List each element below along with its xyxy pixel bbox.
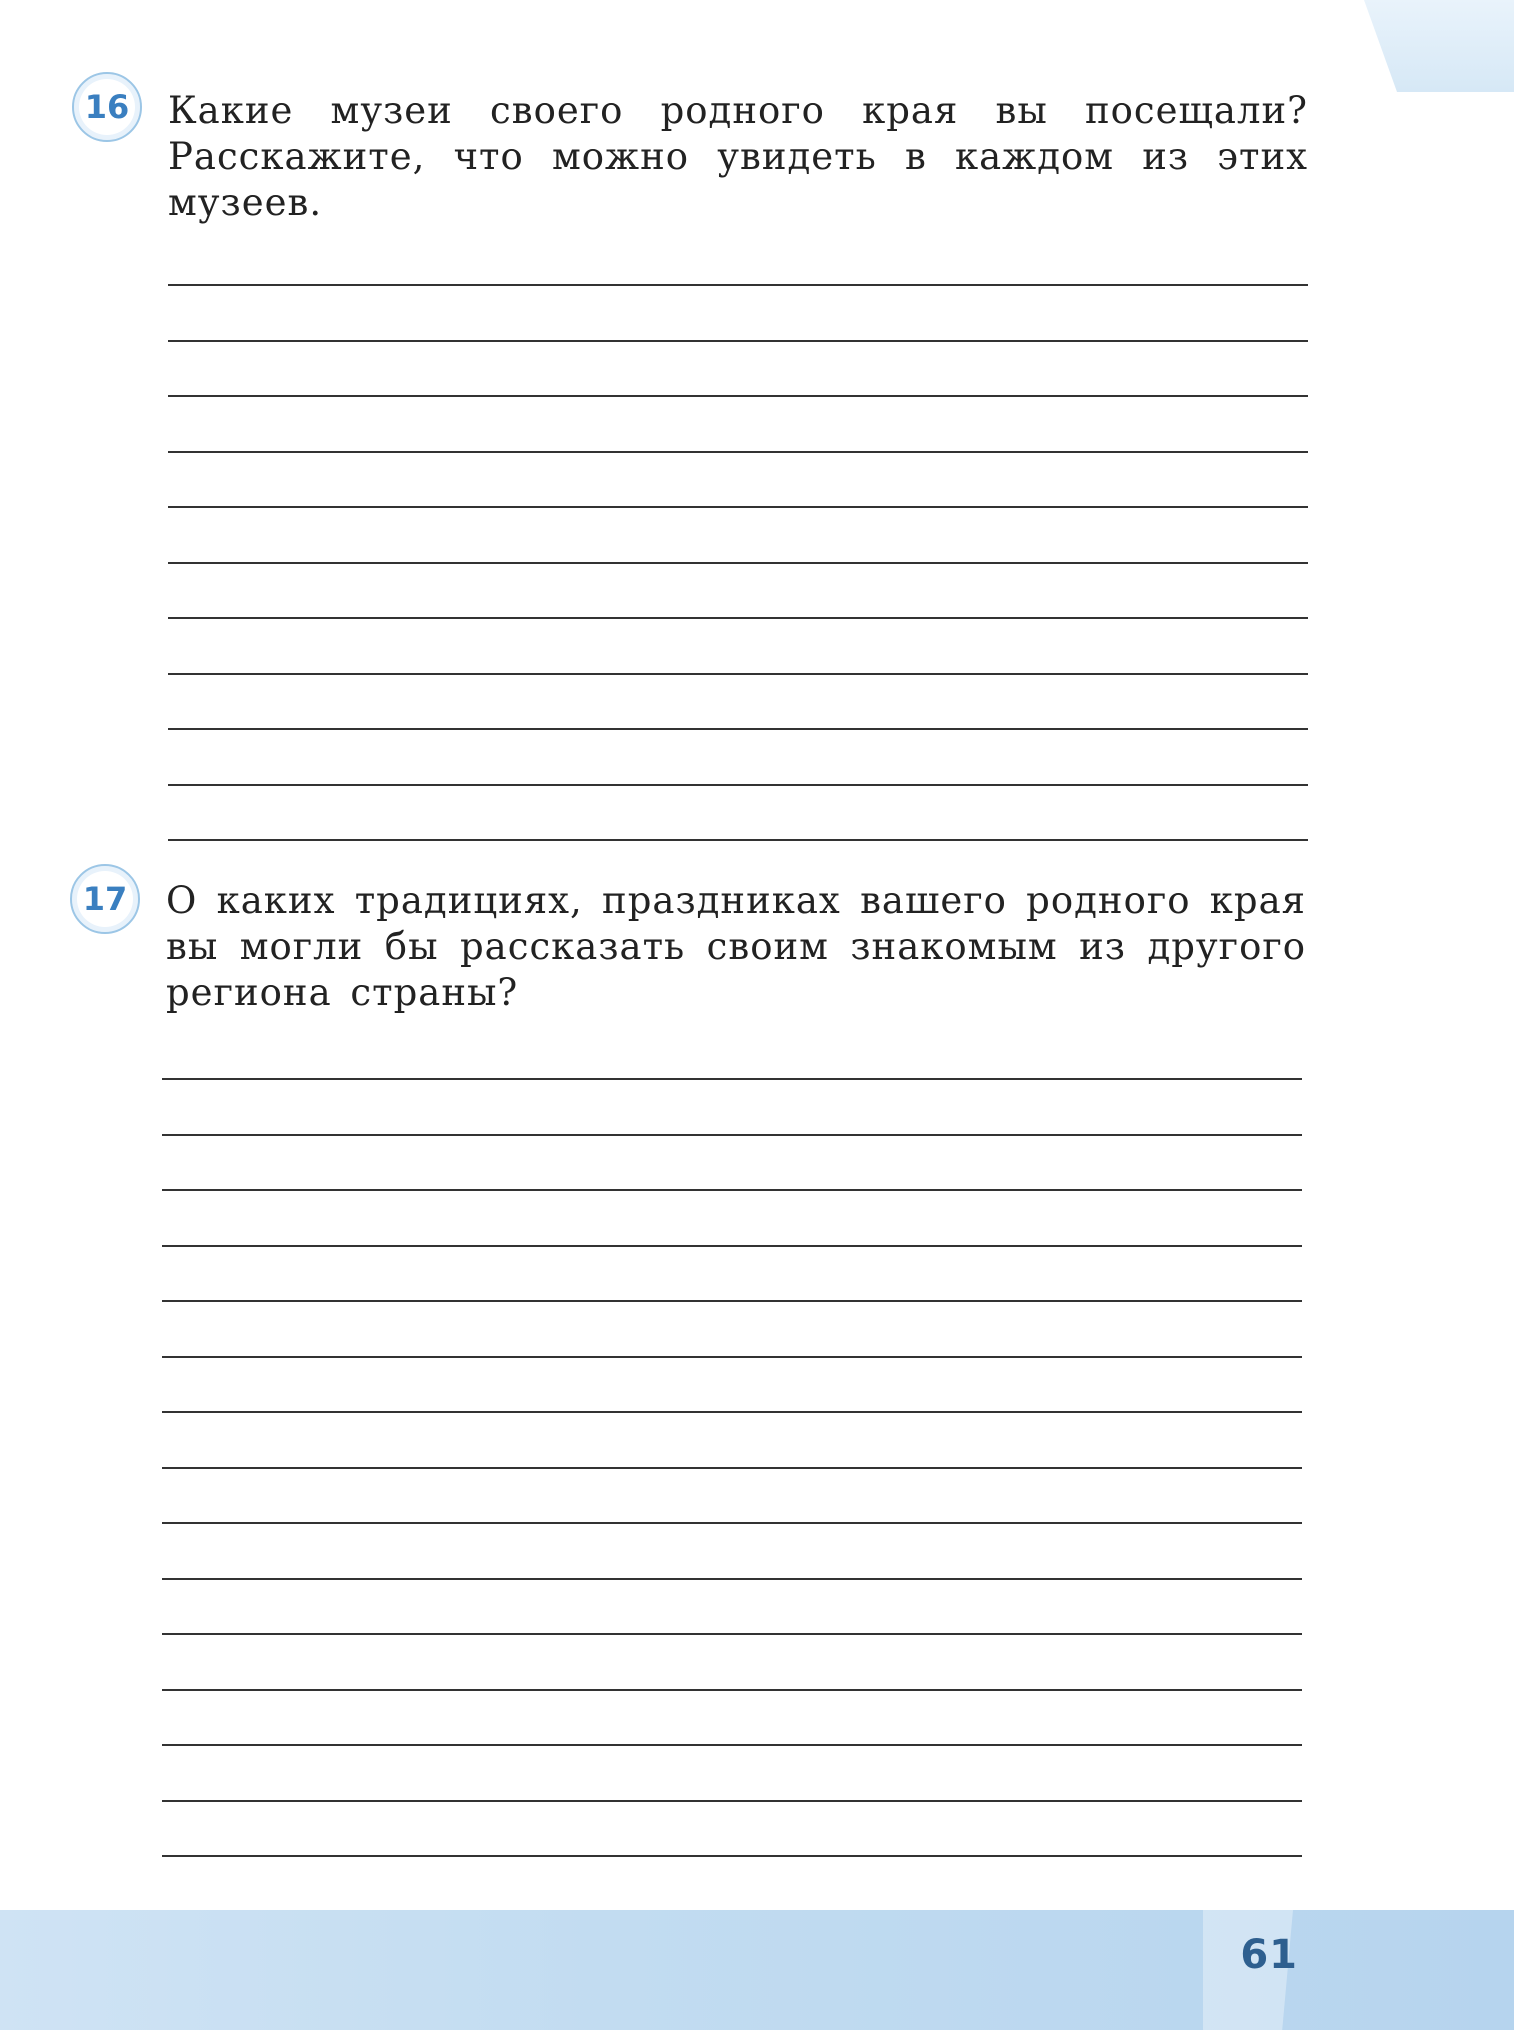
answer-line[interactable] bbox=[168, 395, 1308, 397]
answer-line[interactable] bbox=[168, 506, 1308, 508]
answer-line[interactable] bbox=[162, 1411, 1302, 1413]
answer-line[interactable] bbox=[162, 1245, 1302, 1247]
answer-line[interactable] bbox=[162, 1578, 1302, 1580]
answer-line[interactable] bbox=[168, 784, 1308, 786]
answer-line[interactable] bbox=[168, 728, 1308, 730]
answer-area[interactable] bbox=[168, 284, 1308, 844]
answer-line[interactable] bbox=[168, 284, 1308, 286]
answer-area[interactable] bbox=[162, 1078, 1302, 1868]
answer-line[interactable] bbox=[162, 1522, 1302, 1524]
task-number-badge: 16 bbox=[72, 72, 142, 142]
answer-line[interactable] bbox=[162, 1744, 1302, 1746]
answer-line[interactable] bbox=[168, 562, 1308, 564]
corner-decoration bbox=[1364, 0, 1514, 92]
task-number-badge: 17 bbox=[70, 864, 140, 934]
answer-line[interactable] bbox=[162, 1855, 1302, 1857]
answer-line[interactable] bbox=[168, 617, 1308, 619]
answer-line[interactable] bbox=[162, 1689, 1302, 1691]
task-question: О каких традициях, праздниках вашего родного края вы могли бы рассказать своим знакомым из другого региона страны? bbox=[166, 879, 1306, 1014]
answer-line[interactable] bbox=[168, 451, 1308, 453]
answer-line[interactable] bbox=[162, 1078, 1302, 1080]
task-question: Какие музеи своего родного края вы посещали? Расскажите, что можно увидеть в каждом из этих музеев. bbox=[168, 89, 1308, 224]
answer-line[interactable] bbox=[162, 1189, 1302, 1191]
page-number: 61 bbox=[1240, 1932, 1298, 1978]
answer-line[interactable] bbox=[162, 1800, 1302, 1802]
answer-line[interactable] bbox=[162, 1300, 1302, 1302]
answer-line[interactable] bbox=[162, 1134, 1302, 1136]
answer-line[interactable] bbox=[162, 1467, 1302, 1469]
answer-line[interactable] bbox=[168, 673, 1308, 675]
answer-line[interactable] bbox=[168, 839, 1308, 841]
answer-line[interactable] bbox=[168, 340, 1308, 342]
answer-line[interactable] bbox=[162, 1633, 1302, 1635]
answer-line[interactable] bbox=[162, 1356, 1302, 1358]
